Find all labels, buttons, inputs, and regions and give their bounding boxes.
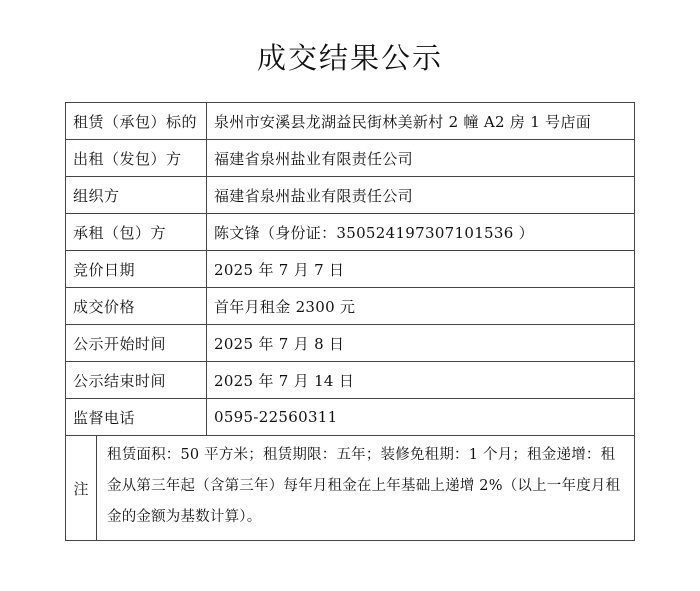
table-row xyxy=(66,325,635,362)
table-row xyxy=(66,103,635,140)
table-row xyxy=(66,177,635,214)
note-text: 租赁面积：50 平方米；租赁期限：五年；装修免租期：1 个月；租金递增：租金从第三年起（含第三年）每年月租金在上年基础上递增 2%（以上一年度月租金的金额为基数计算）。 xyxy=(107,447,621,525)
row-label-lessee: 承租（包）方 xyxy=(66,214,207,251)
table-row xyxy=(66,399,635,436)
row-value-end-time: 2025 年 7 月 14 日 xyxy=(207,362,635,399)
table-row xyxy=(66,251,635,288)
row-value-subject: 泉州市安溪县龙湖益民街林美新村 2 幢 A2 房 1 号店面 xyxy=(207,103,635,140)
row-value-lessor: 福建省泉州盐业有限责任公司 xyxy=(207,140,635,177)
note-label: 注 xyxy=(66,436,97,540)
row-label-bid-date: 竞价日期 xyxy=(66,251,207,288)
table-row xyxy=(66,362,635,399)
row-label-organizer: 组织方 xyxy=(66,177,207,214)
row-label-lessor: 出租（发包）方 xyxy=(66,140,207,177)
table-row xyxy=(66,288,635,325)
table-row xyxy=(66,214,635,251)
row-value-start-time: 2025 年 7 月 8 日 xyxy=(207,325,635,362)
row-value-bid-date: 2025 年 7 月 7 日 xyxy=(207,251,635,288)
row-value-organizer: 福建省泉州盐业有限责任公司 xyxy=(207,177,635,214)
page-title: 成交结果公示 xyxy=(256,41,443,75)
table-row xyxy=(66,140,635,177)
note-row xyxy=(66,436,635,541)
row-value-phone: 0595-22560311 xyxy=(207,399,635,436)
row-label-phone: 监督电话 xyxy=(66,399,207,436)
notice-table xyxy=(65,102,635,541)
row-label-end-time: 公示结束时间 xyxy=(66,362,207,399)
row-label-subject: 租赁（承包）标的 xyxy=(66,103,207,140)
row-value-lessee: 陈文锋（身份证：350524197307101536 ） xyxy=(207,214,635,251)
row-label-price: 成交价格 xyxy=(66,288,207,325)
note-cell xyxy=(66,436,635,541)
row-value-price: 首年月租金 2300 元 xyxy=(207,288,635,325)
row-label-start-time: 公示开始时间 xyxy=(66,325,207,362)
